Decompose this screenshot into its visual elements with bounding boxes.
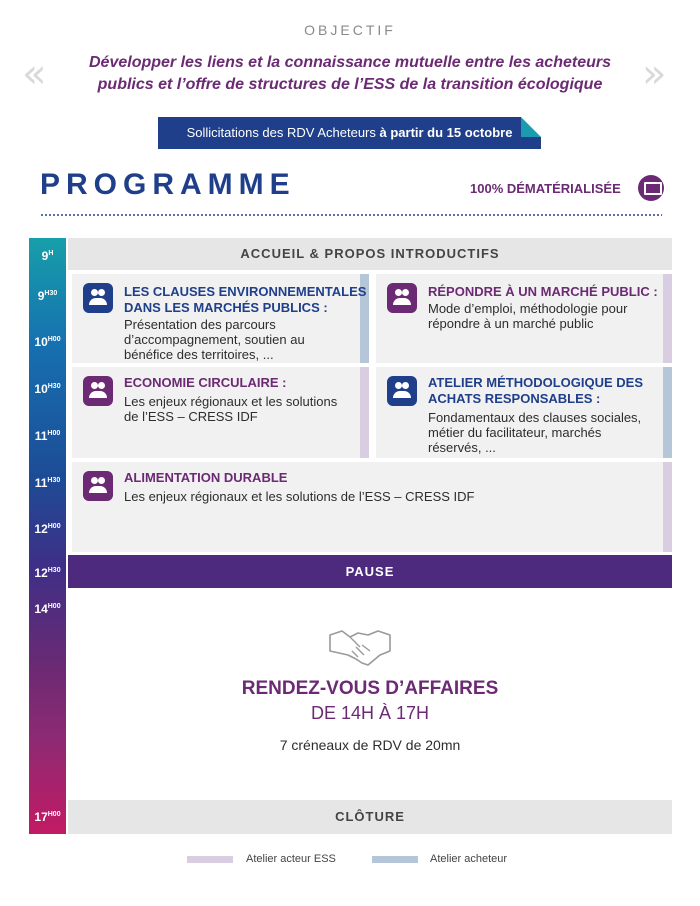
banner-fold <box>521 117 541 137</box>
accent-buyer <box>663 367 672 458</box>
quote-close-icon: » <box>642 51 667 97</box>
session-title: LES CLAUSES ENVIRONNEMENTALES DANS LES MARCHÉS PUBLICS : <box>124 284 367 315</box>
session-title: ATELIER MÉTHODOLOGIQUE DES ACHATS RESPONSABLES : <box>428 375 643 406</box>
objectif-label: OBJECTIF <box>304 22 396 38</box>
accent-ess <box>663 274 672 363</box>
rdv-title: RENDEZ-VOUS D’AFFAIRES <box>241 678 499 699</box>
session-title: ECONOMIE CIRCULAIRE : <box>124 375 287 390</box>
legend-buyer-swatch <box>372 856 418 863</box>
time-14h00: $14^{H00}$ <box>34 602 61 616</box>
session-atelier-methodologique <box>376 367 672 458</box>
legend-buyer-label: Atelier acheteur <box>430 853 508 865</box>
time-17h00: $17^{H00}$ <box>34 810 61 824</box>
cloture-band: CLÔTURE <box>68 800 672 834</box>
people-icon <box>83 283 113 313</box>
banner-text: Sollicitations des RDV Acheteurs <box>186 125 380 140</box>
session-description: Les enjeux régionaux et les solutions de l’ESS – CRESS IDF <box>124 394 338 424</box>
people-icon <box>387 283 417 313</box>
session-title: RÉPONDRE À UN MARCHÉ PUBLIC : <box>428 284 658 299</box>
people-icon <box>387 376 417 406</box>
timeline-bar <box>29 238 66 834</box>
time-12h30: $12^{H30}$ <box>34 566 61 580</box>
dotted-divider <box>40 213 662 217</box>
session-description: Présentation des parcours d’accompagnement, soutien au bénéfice des territoires, ... <box>124 317 305 362</box>
time-12h00: $12^{H00}$ <box>34 522 61 536</box>
time-9h30: $9^{H30}$ <box>37 289 58 303</box>
accueil-band: ACCUEIL & PROPOS INTRODUCTIFS <box>68 238 672 270</box>
session-title: ALIMENTATION DURABLE <box>124 470 288 485</box>
time-10h30: $10^{H30}$ <box>34 382 61 396</box>
time-9h: $9^H$ <box>41 249 54 263</box>
solicitation-banner <box>158 117 541 149</box>
session-clauses-environnementales <box>72 274 369 363</box>
rdv-slots: 7 créneaux de RDV de 20mn <box>279 737 461 753</box>
people-icon <box>83 471 113 501</box>
quote-open-icon: « <box>22 51 47 97</box>
programme-title: PROGRAMME <box>40 168 296 201</box>
session-economie-circulaire <box>72 367 369 458</box>
banner-date: à partir du 15 octobre <box>379 125 513 140</box>
time-10h00: $10^{H00}$ <box>34 335 61 349</box>
handshake-icon <box>328 625 392 667</box>
accent-ess <box>663 462 672 552</box>
dematerialised-label: 100% DÉMATÉRIALISÉE <box>470 181 621 196</box>
session-description: Fondamentaux des clauses sociales, métier du facilitateur, marchés réservés, ... <box>428 410 642 455</box>
screen-icon <box>638 175 664 201</box>
objective-text: Développer les liens et la connaissance mutuelle entre les acheteurs publics et l’offre de structures de l’ESS de la transition écologique <box>89 54 611 93</box>
session-description: Les enjeux régionaux et les solutions de l’ESS – CRESS IDF <box>124 489 475 504</box>
time-11h00: $11^{H00}$ <box>34 429 61 443</box>
session-description: Mode d’emploi, méthodologie pour répondre à un marché public <box>428 301 628 331</box>
rdv-time: DE 14H À 17H <box>310 703 430 723</box>
pause-band: PAUSE <box>68 555 672 588</box>
session-repondre-marche-public <box>376 274 672 363</box>
people-icon <box>83 376 113 406</box>
legend-ess-swatch <box>187 856 233 863</box>
time-11h30: $11^{H30}$ <box>34 476 61 490</box>
session-alimentation-durable <box>72 462 672 552</box>
accent-ess <box>360 367 369 458</box>
legend-ess-label: Atelier acteur ESS <box>246 853 336 865</box>
